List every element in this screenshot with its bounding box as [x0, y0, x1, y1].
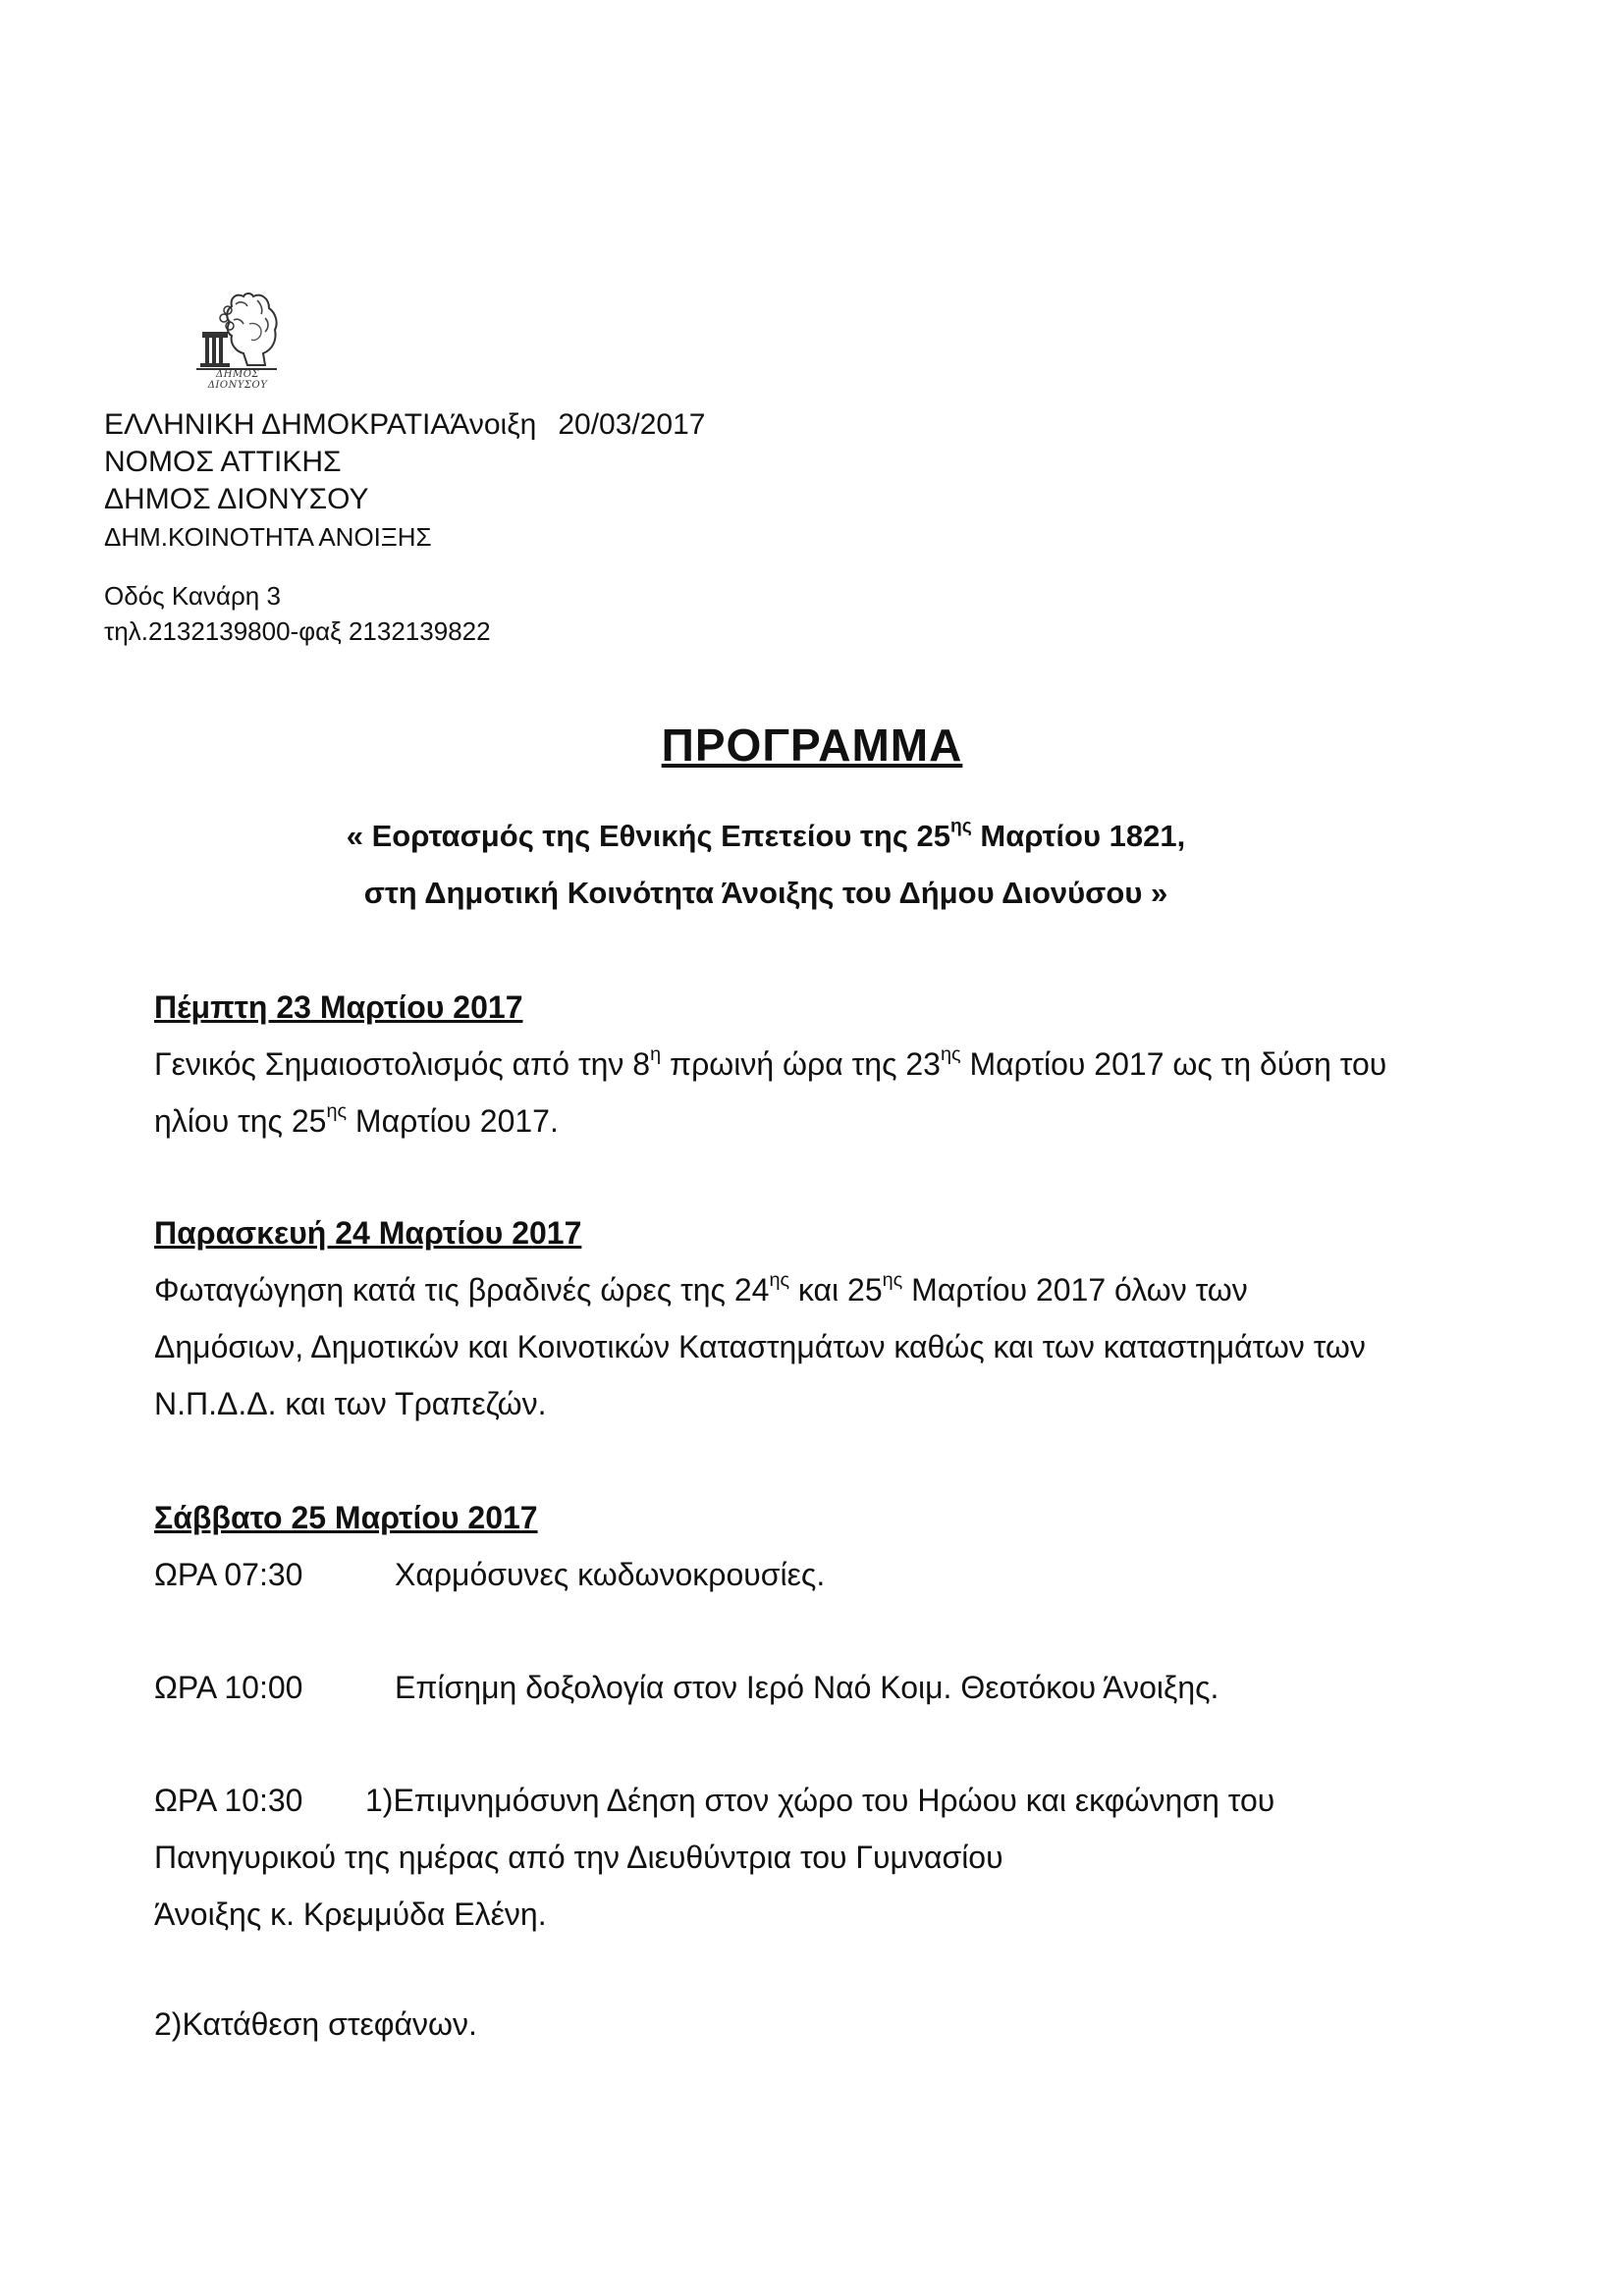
friday-text-b: και 25 [789, 1272, 883, 1308]
subtitle-text-b: Μαρτίου 1821, [971, 819, 1186, 853]
schedule-time: ΩΡΑ 10:00 [154, 1670, 303, 1705]
saturday-wreath-laying: 2)Κατάθεση στεφάνων. [154, 2006, 477, 2042]
section-heading-thursday: Πέμπτη 23 Μαρτίου 2017 [154, 989, 523, 1025]
municipality-logo [167, 275, 304, 391]
schedule-time: ΩΡΑ 07:30 [154, 1557, 303, 1592]
header-date: 20/03/2017 [558, 408, 706, 441]
friday-line-3: Ν.Π.Δ.Δ. και των Τραπεζών. [154, 1386, 547, 1421]
schedule-row [154, 1553, 826, 1596]
header-community: ΔΗΜ.ΚΟΙΝΟΤΗΤΑ ΑΝΟΙΞΗΣ [104, 522, 432, 552]
saturday-continuation-1: Πανηγυρικού της ημέρας από την Διευθύντρια του Γυμνασίου [154, 1840, 1003, 1875]
subtitle-line-1 [0, 815, 1532, 858]
subtitle-text-a: « Εορτασμός της Εθνικής Επετείου της 25 [346, 819, 951, 853]
header-place: Άνοιξη [450, 408, 537, 441]
logo-caption: ΔΗΜΟΣ ΔΙΟΝΥΣΟΥ [207, 369, 268, 391]
schedule-time: ΩΡΑ 10:30 [154, 1783, 303, 1818]
saturday-continuation-2: Άνοιξης κ. Κρεμμύδα Ελένη. [154, 1896, 547, 1932]
header-municipality: ΔΗΜΟΣ ΔΙΟΝΥΣΟΥ [104, 483, 369, 515]
schedule-description: Χαρμόσυνες κωδωνοκρουσίες. [395, 1557, 826, 1592]
thursday-text-c: Μαρτίου 2017 ως τη δύση του [960, 1046, 1387, 1082]
thursday-ordinal-2: ης [940, 1043, 961, 1066]
header-phone: τηλ.2132139800-φαξ 2132139822 [104, 616, 491, 646]
friday-text-a: Φωταγώγηση κατά τις βραδινές ώρες της 24 [154, 1272, 770, 1308]
friday-line-2: Δημόσιων, Δημοτικών και Κοινοτικών Καταστημάτων καθώς και των καταστημάτων των [154, 1329, 1366, 1364]
thursday-line-2 [154, 1099, 559, 1143]
friday-ordinal-1: ης [769, 1269, 790, 1292]
page-title: ΠΡΟΓΡΑΜΜΑ [661, 720, 963, 771]
section-heading-friday: Παρασκευή 24 Μαρτίου 2017 [154, 1215, 582, 1251]
header-line-1 [104, 406, 706, 444]
friday-text-c: Μαρτίου 2017 όλων των [902, 1272, 1248, 1308]
thursday-text-b: πρωινή ώρα της 23 [661, 1046, 941, 1082]
schedule-description: Επίσημη δοξολογία στον Ιερό Ναό Κοιμ. Θεοτόκου Άνοιξης. [395, 1670, 1219, 1705]
header-address: Οδός Κανάρη 3 [104, 581, 281, 611]
schedule-row [154, 1666, 1219, 1709]
thursday-text-e: Μαρτίου 2017. [347, 1103, 559, 1139]
schedule-description: 1)Επιμνημόσυνη Δέηση στον χώρο του Ηρώου και εκφώνηση του [365, 1783, 1275, 1818]
subtitle-ordinal: ης [950, 816, 972, 837]
thursday-ordinal-1: η [650, 1043, 662, 1066]
thursday-text-d: ηλίου της 25 [154, 1103, 327, 1139]
friday-ordinal-2: ης [882, 1269, 903, 1292]
header-country: ΕΛΛΗΝΙΚΗ ΔΗΜΟΚΡΑΤΙΑ [104, 408, 451, 441]
thursday-ordinal-3: ης [326, 1100, 348, 1123]
friday-line-1 [154, 1268, 1248, 1311]
section-heading-saturday: Σάββατο 25 Μαρτίου 2017 [154, 1500, 538, 1535]
header-prefecture: ΝΟΜΟΣ ΑΤΤΙΚΗΣ [104, 446, 342, 478]
thursday-line-1 [154, 1042, 1386, 1086]
subtitle-line-2: στη Δημοτική Κοινότητα Άνοιξης του Δήμου Διονύσου » [363, 876, 1168, 910]
thursday-text-a: Γενικός Σημαιοστολισμός από την 8 [154, 1046, 651, 1082]
schedule-row [154, 1779, 1275, 1822]
